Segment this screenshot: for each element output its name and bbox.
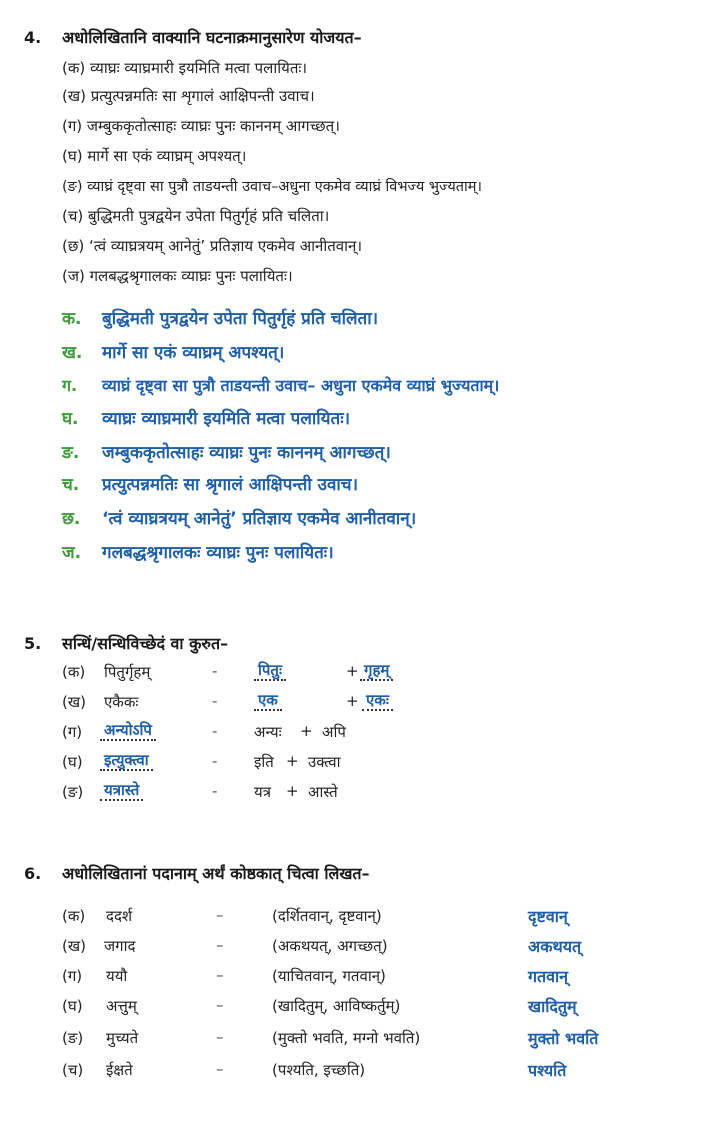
- q5-left: पितुर्गृहम्: [104, 663, 151, 681]
- answer-text: ‘त्वं व्याघ्रत्रयम् आनेतुं’ प्रतिज्ञाय एकमेव आनीतवान्।: [102, 509, 417, 529]
- q6-sep: –: [216, 996, 224, 1014]
- q5-right-b: आस्ते: [308, 783, 338, 801]
- q6-options: (याचितवान्, गतवान्): [272, 967, 386, 985]
- q6-answer: पश्यति: [528, 1061, 567, 1080]
- q6-answer: अकथयत्: [528, 937, 582, 956]
- q5-plus: +: [346, 692, 359, 710]
- answer-text: बुद्धिमती पुत्रद्वयेन उपेता पितुर्गृहं प्रति चलिता।: [102, 309, 379, 329]
- q4-title: अधोलिखितानि वाक्यानि घटनाक्रमानुसारेण योजयत–: [62, 28, 362, 47]
- q6-sep: –: [216, 906, 224, 924]
- q6-heading: [24, 862, 370, 884]
- q5-sep: -: [212, 692, 218, 710]
- q5-sep: -: [212, 722, 218, 740]
- q6-number: 6.: [24, 864, 42, 883]
- answer-label: ङ.: [62, 443, 80, 463]
- q5-plus: +: [286, 752, 299, 770]
- answer-text: व्याघ्रं दृष्ट्वा सा पुत्रौ ताडयन्ती उवाच– अधुना एकमेव व्याघ्रं भुज्यताम्।: [102, 376, 500, 395]
- q6-options: (दर्शितवान्, दृष्टवान्): [272, 907, 382, 925]
- q5-sep: -: [212, 782, 218, 800]
- q4-answer: [62, 306, 378, 329]
- q5-right-a: पितुः: [254, 660, 286, 680]
- q6-options: (अकथयत्, अगच्छत्): [272, 937, 388, 955]
- q5-label: (ख): [62, 693, 86, 711]
- q6-label: (ग): [62, 967, 83, 985]
- q6-title: अधोलिखितानां पदानाम् अर्थं कोष्ठकात् चित्वा लिखत–: [62, 864, 370, 883]
- q4-answer: [62, 374, 499, 396]
- q4-answer: [62, 540, 334, 563]
- q5-left: इत्युक्त्वा: [100, 750, 153, 770]
- q5-plus: +: [346, 662, 359, 680]
- q5-left: अन्योऽपि: [100, 720, 156, 740]
- q6-answer: गतवान्: [528, 967, 569, 986]
- q5-sep: -: [212, 662, 218, 680]
- q4-item: (क) व्याघ्रः व्याघ्रमारी इयमिति मत्वा पलायितः।: [62, 59, 308, 77]
- q5-right-a: यत्र: [254, 783, 271, 801]
- answer-text: मार्गे सा एकं व्याघ्रम् अपश्यत्।: [102, 343, 285, 363]
- q4-answer: [62, 406, 350, 429]
- answer-text: व्याघ्रः व्याघ्रमारी इयमिति मत्वा पलायितः।: [102, 409, 351, 429]
- q4-item: (च) बुद्धिमती पुत्रद्वयेन उपेता पितुर्गृहं प्रति चलिता।: [62, 207, 330, 225]
- q6-sep: –: [216, 936, 224, 954]
- answer-text: जम्बुककृतोत्साहः व्याघ्रः पुनः काननम् आगच्छत्।: [102, 443, 391, 463]
- q6-word: अत्तुम्: [106, 997, 137, 1015]
- q4-answer: [62, 472, 358, 495]
- q5-title: सन्धिं/सन्धिविच्छेदं वा कुरुत–: [62, 634, 229, 653]
- answer-text: गलबद्धश्रृगालकः व्याघ्रः पुनः पलायितः।: [102, 543, 334, 563]
- q5-heading: [24, 632, 228, 654]
- q4-item: (छ) ‘त्वं व्याघ्रत्रयम् आनेतुं’ प्रतिज्ञाय एकमेव आनीतवान्।: [62, 237, 363, 255]
- q6-answer: दृष्टवान्: [528, 907, 568, 926]
- q4-item: (ग) जम्बुककृतोत्साहः व्याघ्रः पुनः काननम् आगच्छत्।: [62, 117, 340, 135]
- q6-word: मुच्यते: [106, 1029, 139, 1047]
- answer-label: घ.: [62, 409, 79, 429]
- q5-label: (घ): [62, 753, 83, 771]
- q5-right-b: उक्त्वा: [308, 753, 341, 771]
- q6-label: (ख): [62, 937, 86, 955]
- q6-label: (ङ): [62, 1029, 84, 1047]
- q5-right-a: अन्यः: [254, 723, 282, 741]
- q4-item: (ख) प्रत्युत्पन्नमतिः सा शृगालं आक्षिपन्ती उवाच।: [62, 87, 315, 105]
- q6-word: जगाद: [104, 937, 136, 955]
- q6-label: (क): [62, 907, 86, 925]
- q6-label: (घ): [62, 997, 83, 1015]
- q4-answer: [62, 506, 416, 529]
- q5-plus: +: [300, 722, 313, 740]
- q4-number: 4.: [24, 28, 42, 47]
- q6-options: (पश्यति, इच्छति): [272, 1061, 366, 1079]
- answer-text: प्रत्युत्पन्नमतिः सा श्रृगालं आक्षिपन्ती उवाच।: [102, 475, 359, 495]
- q4-item: (ङ) व्याघ्रं दृष्ट्वा सा पुत्रौ ताडयन्ती उवाच–अधुना एकमेव व्याघ्रं विभज्य भुज्यताम्।: [62, 179, 482, 195]
- q5-label: (क): [62, 663, 86, 681]
- q5-number: 5.: [24, 634, 42, 653]
- q6-answer: मुक्तो भवति: [528, 1029, 599, 1048]
- q5-label: (ङ): [62, 783, 84, 801]
- answer-label: ग.: [62, 376, 78, 395]
- q5-left: यत्रास्ते: [100, 780, 143, 800]
- answer-label: क.: [62, 309, 82, 329]
- answer-label: च.: [62, 475, 80, 495]
- q5-plus: +: [286, 782, 299, 800]
- q6-word: ददर्श: [106, 907, 133, 925]
- q5-right-a: इति: [254, 753, 274, 771]
- q6-options: (मुक्तो भवति, मग्नो भवति): [272, 1029, 421, 1047]
- q4-answer: [62, 340, 284, 363]
- q6-sep: –: [216, 1060, 224, 1078]
- answer-label: ज.: [62, 543, 82, 563]
- q6-options: (खादितुम्, आविष्कर्तुम्): [272, 997, 401, 1015]
- q5-right-b: गृहम्: [360, 660, 393, 680]
- q5-left: एकैकः: [104, 693, 139, 711]
- answer-label: छ.: [62, 509, 81, 529]
- q4-heading: [24, 26, 362, 48]
- q5-right-b: एकः: [362, 690, 393, 710]
- answer-label: ख.: [62, 343, 83, 363]
- q5-right-a: एक: [254, 690, 282, 710]
- q6-sep: –: [216, 966, 224, 984]
- q6-word: ययौ: [106, 967, 128, 985]
- q5-sep: -: [212, 752, 218, 770]
- q4-answer: [62, 440, 391, 463]
- q4-item: (ज) गलबद्धश्रृगालकः व्याघ्रः पुनः पलायितः।: [62, 267, 293, 285]
- q5-label: (ग): [62, 723, 83, 741]
- q5-right-b: अपि: [322, 723, 346, 741]
- q6-sep: –: [216, 1028, 224, 1046]
- q4-item: (घ) मार्गे सा एकं व्याघ्रम् अपश्यत्।: [62, 147, 247, 165]
- q6-word: ईक्षते: [106, 1061, 133, 1079]
- q6-answer: खादितुम्: [528, 997, 577, 1016]
- q6-label: (च): [62, 1061, 84, 1079]
